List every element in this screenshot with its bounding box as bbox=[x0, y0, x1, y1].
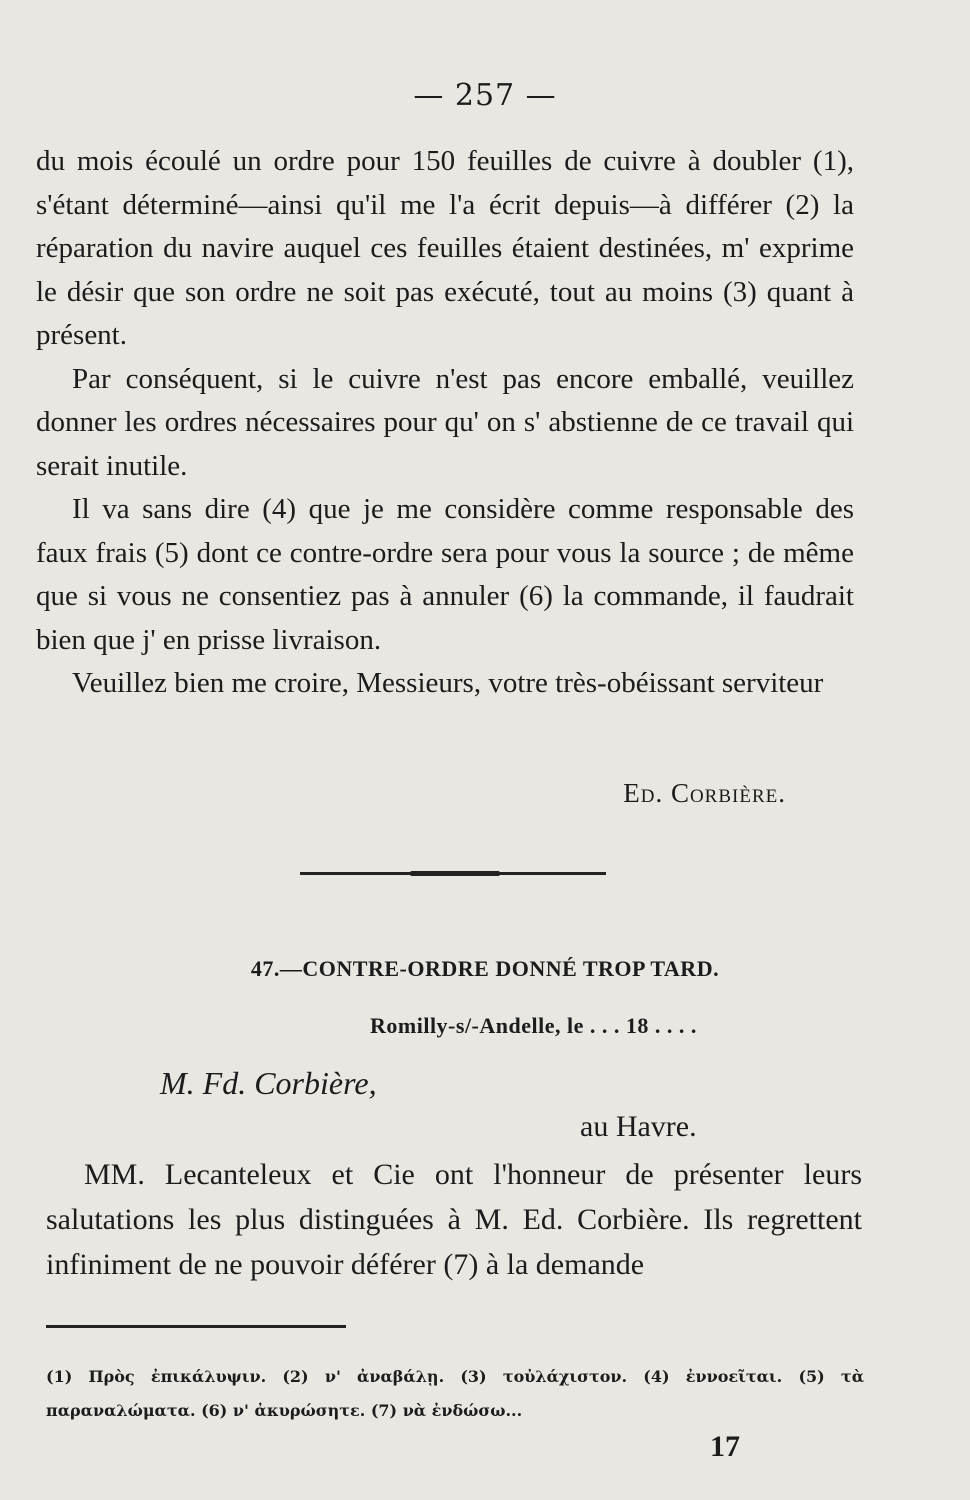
paragraph-4: Veuillez bien me croire, Messieurs, votre très-obéissant serviteur bbox=[72, 667, 824, 699]
footnotes: (1) Πρὸς ἐπικάλυψιν. (2) ν' ἀναβάλῃ. (3) τοὐλάχιστον. (4) ἐννοεῖται. (5) τὰ παραναλώματα. (6) ν' ἀκυρώσητε. (7) νὰ ἐνδώσω... bbox=[46, 1367, 864, 1420]
signature: Ed. Corbière. bbox=[623, 778, 786, 808]
addressee-city: au Havre. bbox=[580, 1110, 697, 1143]
section-divider bbox=[300, 872, 606, 875]
letter-2-body bbox=[46, 1152, 862, 1287]
letter-2-paragraph: MM. Lecanteleux et Cie ont l'honneur de présenter leurs salutations les plus distinguées à M. Ed. Corbière. Ils regrettent infiniment de ne pouvoir déférer (7) à la demande bbox=[46, 1158, 862, 1281]
page-number: — 257 — bbox=[413, 78, 557, 113]
paragraph-2: Par conséquent, si le cuivre n'est pas encore emballé, veuillez donner les ordres nécessaires pour qu' on s' abstienne de ce travail qui serait inutile. bbox=[36, 362, 854, 482]
footnote-rule bbox=[46, 1325, 346, 1328]
paragraph-1: du mois écoulé un ordre pour 150 feuilles de cuivre à doubler (1), s'étant déterminé—ainsi qu'il me l'a écrit depuis—à différer (2) la réparation du navire auquel ces feuilles étaient destinées, m' exprime le désir que son ordre ne soit pas exécuté, tout au moins (3) quant à présent. bbox=[36, 145, 854, 351]
place-date-line: Romilly-s/-Andelle, le . . . 18 . . . . bbox=[370, 1013, 697, 1038]
paragraph-3: Il va sans dire (4) que je me considère comme responsable des faux frais (5) dont ce contre-ordre sera pour vous la source ; de même que si vous ne consentiez pas à annuler (6) la commande, il faudrait bien que j' en prisse livraison. bbox=[36, 493, 854, 656]
signature-mark: 17 bbox=[710, 1430, 740, 1463]
addressee: M. Fd. Corbière, bbox=[160, 1065, 377, 1101]
letter-1-body bbox=[36, 140, 854, 706]
section-heading: 47.—CONTRE-ORDRE DONNÉ TROP TARD. bbox=[250, 956, 720, 981]
